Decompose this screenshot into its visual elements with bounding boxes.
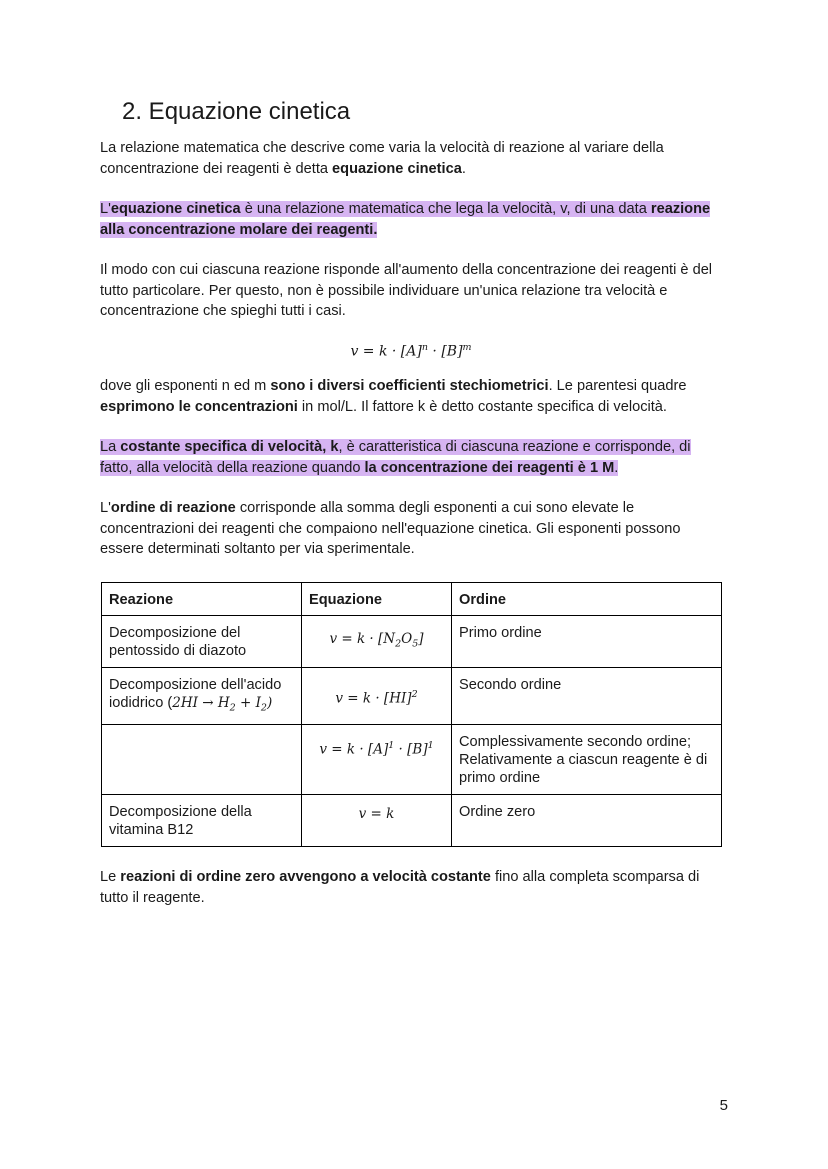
- eq-part: · [B]: [427, 343, 463, 360]
- subscript: 5: [412, 638, 419, 650]
- bold-text: la concentrazione dei reagenti è 1 M: [364, 459, 615, 476]
- eq-part: v = k · [N: [329, 630, 396, 647]
- table-row: [102, 725, 722, 795]
- eq-part: O: [401, 630, 413, 647]
- text: dove gli esponenti n ed m: [100, 378, 271, 395]
- text: Decomposizione dell'acido iodidrico (: [109, 676, 282, 711]
- paragraph-exponents: [100, 376, 722, 417]
- bold-text: sono i diversi coefficienti stechiometrici: [270, 378, 549, 395]
- paragraph-intro: [100, 138, 722, 179]
- eq-part: ]: [418, 630, 424, 647]
- exponent: 2: [411, 688, 418, 700]
- table-row: [102, 667, 722, 725]
- paragraph-explanation: Il modo con cui ciascuna reazione risponde all'aumento della concentrazione dei reagenti è del tutto particolare. Per questo, non è possibile individuare un'unica relazione tra velocità e concentrazione che spieghi tutti i casi.: [100, 262, 713, 319]
- table-header-row: [102, 582, 722, 615]
- cell-reazione: [102, 667, 302, 725]
- eq-part: · [B]: [394, 741, 428, 758]
- text: L': [100, 500, 111, 517]
- text: è una relazione matematica che lega la velocità, v, di una data: [240, 201, 651, 217]
- paragraph-rate-constant: [100, 437, 722, 478]
- cell-ordine: Secondo ordine: [452, 667, 722, 725]
- bold-text: ordine di reazione: [110, 500, 236, 517]
- bold-text: esprimono le concentrazioni: [100, 398, 298, 415]
- text: . Le parentesi quadre: [548, 378, 687, 395]
- reaction-formula: [172, 694, 273, 714]
- eq-part: v = k: [358, 806, 395, 823]
- reaction-order-table: [101, 582, 722, 848]
- rate-equation: [100, 342, 722, 360]
- subscript: 2: [395, 638, 402, 650]
- paragraph-definition: [100, 199, 722, 240]
- exponent: 1: [427, 740, 434, 752]
- cell-reazione: [102, 725, 302, 795]
- section-title: 2. Equazione cinetica: [122, 98, 351, 125]
- eq-part: 2HI → H: [172, 694, 230, 711]
- cell-equazione: [302, 795, 452, 847]
- cell-equazione: [302, 725, 452, 795]
- text: .: [461, 160, 466, 177]
- text: .: [614, 459, 619, 476]
- eq-part: v = k · [A]: [319, 741, 389, 758]
- eq-part: + I: [235, 694, 261, 711]
- bold-text: costante specifica di velocità, k: [120, 439, 339, 456]
- subscript: 2: [229, 702, 236, 714]
- exponent-m: m: [462, 341, 472, 353]
- cell-equazione: [302, 615, 452, 667]
- bold-text: equazione cinetica: [332, 160, 462, 177]
- bold-text: reazione alla concentrazione molare dei reagenti.: [100, 201, 711, 238]
- header-equazione: Equazione: [302, 582, 452, 615]
- exponent: 1: [388, 740, 395, 752]
- table-row: [102, 615, 722, 667]
- cell-reazione: Decomposizione della vitamina B12: [102, 795, 302, 847]
- cell-equazione: [302, 667, 452, 725]
- table-row: [102, 795, 722, 847]
- paragraph-zero-order: [100, 867, 722, 908]
- header-reazione: Reazione: [102, 582, 302, 615]
- eq-part: v = k · [HI]: [335, 690, 412, 707]
- text: fino alla completa scomparsa di tutto il reagente.: [100, 869, 700, 906]
- document-page: [100, 96, 722, 908]
- text: corrisponde alla somma degli esponenti a cui sono elevate le concentrazioni dei reagenti che compaiono nell'equazione cinetica. Gli esponenti possono essere determinati soltanto per via sperimentale.: [100, 500, 681, 558]
- text: in mol/L. Il fattore k è detto costante specifica di velocità.: [297, 398, 667, 415]
- header-ordine: Ordine: [452, 582, 722, 615]
- cell-reazione: Decomposizione del pentossido di diazoto: [102, 615, 302, 667]
- subscript: 2: [260, 702, 267, 714]
- text: La relazione matematica che descrive come varia la velocità di reazione al variare della concentrazione dei reagenti è detta: [100, 140, 664, 177]
- text: , è caratteristica di ciascuna reazione e corrisponde, di fatto, alla velocità della reazione quando: [100, 439, 691, 476]
- text: La: [100, 439, 121, 456]
- text: L': [100, 201, 111, 217]
- text: Le: [100, 869, 121, 886]
- cell-ordine: Complessivamente secondo ordine; Relativamente a ciascun reagente è di primo ordine: [452, 725, 722, 795]
- eq-part: ): [266, 694, 273, 711]
- page-number: 5: [719, 1097, 728, 1114]
- bold-text: equazione cinetica: [110, 201, 241, 217]
- cell-ordine: Primo ordine: [452, 615, 722, 667]
- exponent-n: n: [421, 341, 428, 353]
- eq-part: v = k · [A]: [350, 343, 422, 360]
- bold-text: reazioni di ordine zero avvengono a velocità costante: [120, 869, 491, 886]
- paragraph-order: [100, 498, 722, 560]
- cell-ordine: Ordine zero: [452, 795, 722, 847]
